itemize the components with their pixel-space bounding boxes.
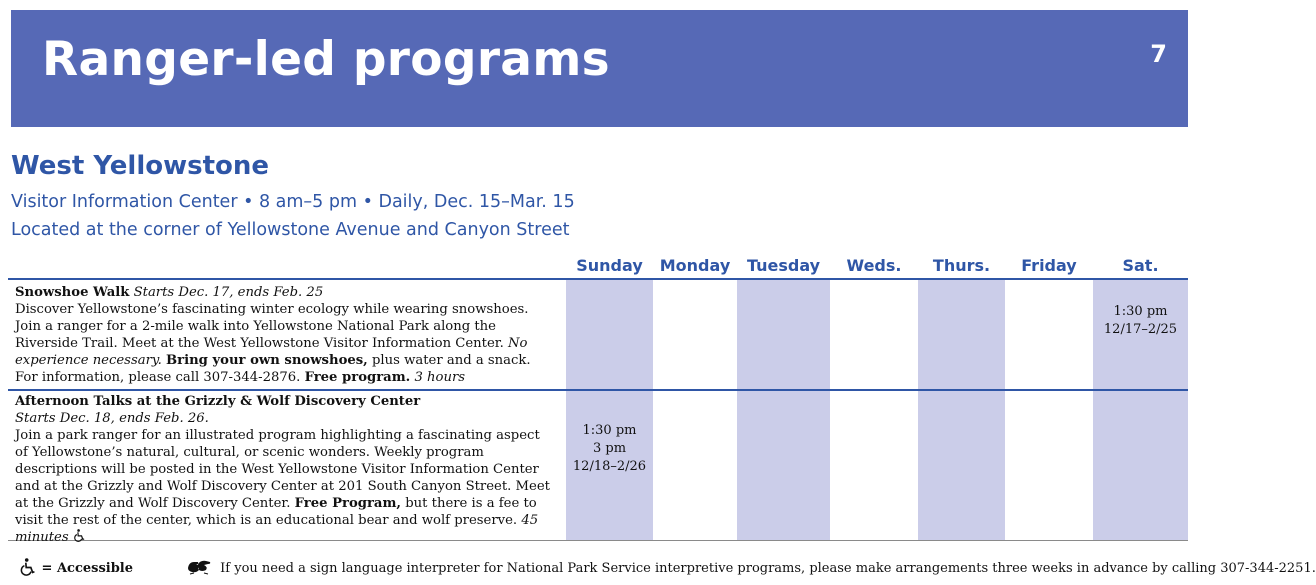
day-header-monday: Monday bbox=[659, 256, 731, 275]
section-location: Located at the corner of Yellowstone Avenue and Canyon Street bbox=[11, 220, 570, 240]
program-duration: 45 minutes bbox=[15, 513, 539, 545]
accessible-label: = Accessible bbox=[41, 561, 134, 576]
wheelchair-icon bbox=[73, 529, 86, 542]
time: 1:30 pm bbox=[1113, 304, 1168, 319]
column-tuesday bbox=[737, 280, 830, 540]
program-name: Snowshoe Walk bbox=[15, 285, 130, 300]
column-sunday bbox=[566, 280, 653, 540]
page-title: Ranger-led programs bbox=[42, 32, 610, 87]
day-header-sunday: Sunday bbox=[576, 256, 643, 275]
section-title: West Yellowstone bbox=[11, 151, 270, 181]
program-dates: Starts Dec. 17, ends Feb. 25 bbox=[133, 285, 324, 300]
program-fee: Free program. bbox=[304, 370, 411, 385]
column-friday bbox=[1005, 280, 1093, 540]
day-header-friday: Friday bbox=[1021, 256, 1077, 275]
program-duration: 3 hours bbox=[414, 370, 466, 385]
program-name: Afternoon Talks at the Grizzly & Wolf Discovery Center bbox=[15, 394, 421, 409]
time: 1:30 pm bbox=[582, 423, 637, 438]
page-number: 7 bbox=[1150, 40, 1167, 68]
column-thursday bbox=[918, 280, 1005, 540]
day-header-tuesday: Tuesday bbox=[746, 256, 821, 275]
table-rule-middle bbox=[8, 389, 1188, 391]
time-cell-snowshoe-saturday bbox=[1093, 303, 1188, 339]
day-header-thursday: Thurs. bbox=[932, 256, 991, 275]
day-header-wednesday: Weds. bbox=[846, 256, 902, 275]
program-description-cont: but there is a fee to visit the rest of the center, which is an educational bear and wolf preserve. bbox=[15, 496, 537, 528]
program-dates: Starts Dec. 18, ends Feb. 26. bbox=[15, 411, 209, 426]
header-banner bbox=[11, 10, 1188, 127]
date-range: 12/17–2/25 bbox=[1103, 322, 1178, 337]
sign-language-text: If you need a sign language interpreter for National Park Service interpretive programs, please make arrangements three weeks in advance by calling 307-344-2251. bbox=[220, 561, 1316, 576]
column-monday bbox=[653, 280, 737, 540]
time-cell-talks-sunday bbox=[566, 422, 653, 476]
date-range: 12/18–2/26 bbox=[572, 459, 647, 474]
program-fee: Free Program, bbox=[294, 496, 402, 511]
program-note: No experience necessary. bbox=[15, 336, 528, 368]
program-requirement: Bring your own snowshoes, bbox=[165, 353, 368, 368]
time: 3 pm bbox=[592, 441, 627, 456]
accessible-legend bbox=[19, 558, 133, 576]
program-description-cont: plus water and a snack. For information, please call 307-344-2876. bbox=[15, 353, 531, 385]
program-description: Join a park ranger for an illustrated program highlighting a fascinating aspect of Yellowstone’s natural, cultural, or scenic wonders. Weekly program descriptions will be posted in the West Yellowstone Visitor Information Center and at the Grizzly and Wolf Discovery Center at 201 South Canyon Street. Meet at the Grizzly and Wolf Discovery Center. bbox=[15, 428, 550, 511]
sign-language-note bbox=[186, 558, 1316, 576]
table-rule-top bbox=[8, 278, 1188, 280]
program-snowshoe-walk bbox=[15, 284, 555, 386]
program-description: Discover Yellowstone’s fascinating winter ecology while wearing snowshoes. Join a ranger for a 2-mile walk into Yellowstone National Park along the Riverside Trail. Meet at the West Yellowstone Visitor Information Center. bbox=[15, 302, 529, 351]
day-header-saturday: Sat. bbox=[1122, 256, 1159, 275]
program-afternoon-talks bbox=[15, 393, 555, 546]
section-hours: Visitor Information Center • 8 am–5 pm • Daily, Dec. 15–Mar. 15 bbox=[11, 192, 575, 212]
wheelchair-icon bbox=[19, 558, 37, 576]
column-wednesday bbox=[830, 280, 918, 540]
sign-language-icon bbox=[186, 558, 212, 576]
